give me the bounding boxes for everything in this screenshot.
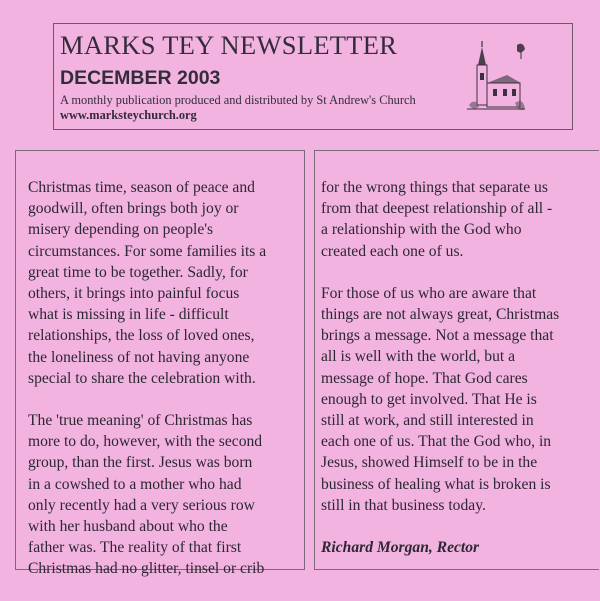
masthead-box bbox=[53, 23, 573, 130]
column-text bbox=[321, 177, 595, 579]
paragraph: For those of us who are aware that things are not always great, Christmas brings a message. Not a message that all is well with the world, but a message of hope. That God cares enough to get involved. That He is still at work, and still interested in each one of us. That the God who, in Jesus, showed Himself to be in the business of healing what is broken is still in that business today. bbox=[321, 284, 560, 514]
paragraph: Christmas time, season of peace and goodwill, often brings both joy or misery depending on people's circumstances. For some families its a great time to be together. Sadly, for others, it brings into painful focus what is missing in life - difficult relationships, the loss of loved ones, the loneliness of not having anyone special to share the celebration with. bbox=[28, 179, 267, 387]
article-column-left bbox=[15, 150, 305, 578]
signature: Richard Morgan, Rector bbox=[321, 539, 480, 557]
website-link[interactable]: www.marksteychurch.org bbox=[60, 108, 197, 122]
church-icon bbox=[465, 39, 527, 121]
paragraph: for the wrong things that separate us from that deepest relationship of all - a relationship with the God who created each one of us. bbox=[321, 179, 553, 260]
newsletter-title: MARKS TEY NEWSLETTER bbox=[60, 30, 398, 60]
paragraph: The 'true meaning' of Christmas has more to do, however, with the second group, than the first. Jesus was born in a cowshed to a mother who had only recently had a very serious row with her husband about who the father was. The reality of that first Christmas had no glitter, tinsel or crib bbox=[28, 412, 265, 578]
publisher-line: A monthly publication produced and distributed by St Andrew's Church bbox=[60, 93, 416, 107]
issue-date: DECEMBER 2003 bbox=[60, 67, 221, 89]
column-text bbox=[28, 177, 300, 601]
article-column-right bbox=[314, 150, 599, 570]
